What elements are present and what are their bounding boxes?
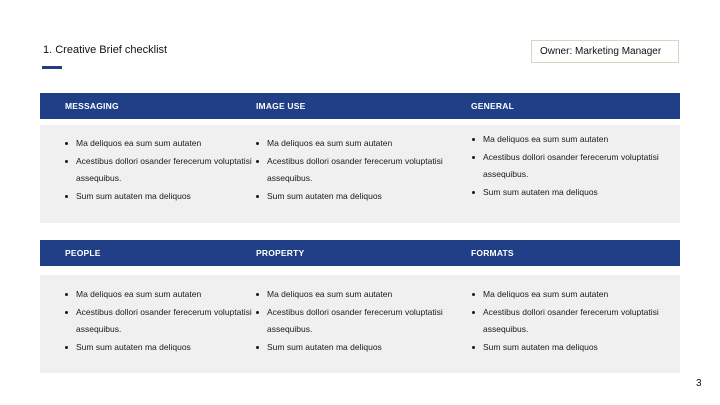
- section-header-bar: [40, 240, 680, 266]
- column-header-formats: FORMATS: [471, 248, 514, 258]
- checklist-item: Sum sum autaten ma deliquos: [64, 339, 259, 357]
- checklist-column: [64, 135, 259, 205]
- column-header-image-use: IMAGE USE: [256, 101, 306, 111]
- checklist-item: Acestibus dollori osander ferecerum voluptatisi assequibus.: [255, 304, 450, 339]
- checklist-item: Acestibus dollori osander ferecerum voluptatisi assequibus.: [255, 153, 450, 188]
- checklist-item: Acestibus dollori osander ferecerum voluptatisi assequibus.: [64, 304, 259, 339]
- column-header-property: PROPERTY: [256, 248, 305, 258]
- checklist-item: Ma deliquos ea sum sum autaten: [64, 135, 259, 153]
- checklist-item: Sum sum autaten ma deliquos: [64, 188, 259, 206]
- checklist-item: Ma deliquos ea sum sum autaten: [255, 135, 450, 153]
- section-content-panel: [40, 125, 680, 223]
- slide-title: 1. Creative Brief checklist: [43, 44, 168, 56]
- checklist-column: [64, 286, 259, 356]
- checklist-column: [255, 286, 450, 356]
- page-number: 3: [696, 378, 702, 389]
- checklist-item: Ma deliquos ea sum sum autaten: [471, 131, 666, 149]
- owner-box: Owner: Marketing Manager: [531, 40, 679, 63]
- column-header-messaging: MESSAGING: [65, 101, 119, 111]
- checklist-item: Sum sum autaten ma deliquos: [471, 339, 666, 357]
- checklist-item: Sum sum autaten ma deliquos: [255, 188, 450, 206]
- checklist-item: Ma deliquos ea sum sum autaten: [255, 286, 450, 304]
- checklist-column: [255, 135, 450, 205]
- title-underline: [42, 66, 62, 69]
- section-header-bar: [40, 93, 680, 119]
- checklist-item: Ma deliquos ea sum sum autaten: [471, 286, 666, 304]
- column-header-people: PEOPLE: [65, 248, 101, 258]
- checklist-column: [471, 286, 666, 356]
- checklist-item: Acestibus dollori osander ferecerum voluptatisi assequibus.: [471, 304, 666, 339]
- checklist-column: [471, 131, 666, 201]
- checklist-item: Acestibus dollori osander ferecerum voluptatisi assequibus.: [64, 153, 259, 188]
- checklist-item: Sum sum autaten ma deliquos: [471, 184, 666, 202]
- checklist-item: Acestibus dollori osander ferecerum voluptatisi assequibus.: [471, 149, 666, 184]
- checklist-item: Sum sum autaten ma deliquos: [255, 339, 450, 357]
- section-content-panel: [40, 275, 680, 373]
- column-header-general: GENERAL: [471, 101, 514, 111]
- checklist-item: Ma deliquos ea sum sum autaten: [64, 286, 259, 304]
